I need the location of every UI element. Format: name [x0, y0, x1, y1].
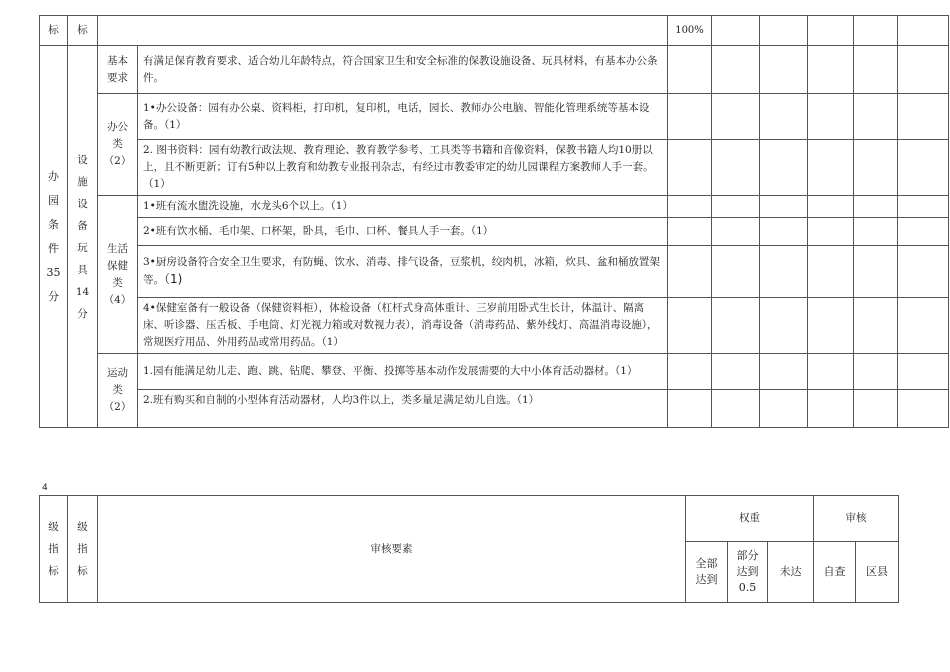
subsection-label-facilities: 设 施 设 备 玩 具 14 分	[68, 46, 98, 428]
weight-total: 100%	[668, 16, 712, 46]
sports-item-2: 2.班有购买和自制的小型体育活动器材，人均3件以上，类多量足满足幼儿自选。（1）	[138, 390, 668, 428]
self-check-header: 自查	[814, 542, 856, 603]
office-item-1: 1•办公设备：园有办公桌、资料柜，打印机，复印机，电话，园长、教师办公电脑、智能化管理系统等基本设备。（1）	[138, 94, 668, 140]
office-item-2: 2. 图书资料：园有幼教行政法规、教育理论、教育教学参考、工具类等书籍和音像资料，保教书籍人均10册以上，且不断更新；订有5种以上教育和幼教专业报刊杂志，有经过市教委审定的幼儿园课程方案教师人手一套。（1）	[138, 140, 668, 196]
health-item-3: 3•厨房设备符合安全卫生要求，有防蝇、饮水、消毒、排气设备，豆浆机，绞肉机，冰箱，炊具、盆和桶放置架等。（1)	[138, 246, 668, 298]
fully-met-header: 全部 达到	[686, 542, 728, 603]
basic-req-text: 有满足保育教育要求、适合幼儿年龄特点，符合国家卫生和安全标准的保教设施设备、玩具材料，有基本办公条件。	[138, 46, 668, 94]
audit-requirements-header: 审核要素	[98, 496, 686, 603]
health-item-2: 2•班有饮水桶、毛巾架、口杯架，卧具，毛巾、口杯、餐具人手一套。（1）	[138, 218, 668, 246]
district-header: 区县	[856, 542, 899, 603]
header-col1: 标	[40, 16, 68, 46]
section-label-kindergarten-conditions: 办 园 条 件 35 分	[40, 46, 68, 428]
level2-indicator-label: 级 指 标	[68, 496, 98, 603]
level1-indicator-label: 级 指 标	[40, 496, 68, 603]
health-label: 生活 保健 类 （4）	[98, 196, 138, 354]
office-label: 办公 类 （2）	[98, 94, 138, 196]
weight-header: 权重	[686, 496, 814, 542]
sports-item-1: 1.园有能满足幼儿走、跑、跳、钻爬、攀登、平衡、投掷等基本动作发展需要的大中小体育活动器材。（1）	[138, 354, 668, 390]
not-met-header: 未达	[768, 542, 814, 603]
standards-table-top	[39, 15, 949, 428]
standards-table-header	[39, 495, 899, 603]
header-col2: 标	[68, 16, 98, 46]
health-item-4: 4•保健室备有一般设备（保健资料柜），体检设备（杠杆式身高体重计、三岁前用卧式生长计，体温计、隔离床、听诊器、压舌板、手电筒、灯光视力箱或对数视力表），消毒设备（消毒药品、紫外线灯、高温消毒设施），常规医疗用品、外用药品或常用药品。（1）	[138, 298, 668, 354]
audit-header: 审核	[814, 496, 899, 542]
sports-label: 运动 类 （2）	[98, 354, 138, 428]
partially-met-header: 部分 达到 0.5	[728, 542, 768, 603]
page-number: 4	[42, 483, 48, 493]
health-item-3-score: （1)	[164, 272, 183, 286]
health-item-1: 1•班有流水盥洗设施，水龙头6个以上。（1）	[138, 196, 668, 218]
basic-req-label: 基本 要求	[98, 46, 138, 94]
